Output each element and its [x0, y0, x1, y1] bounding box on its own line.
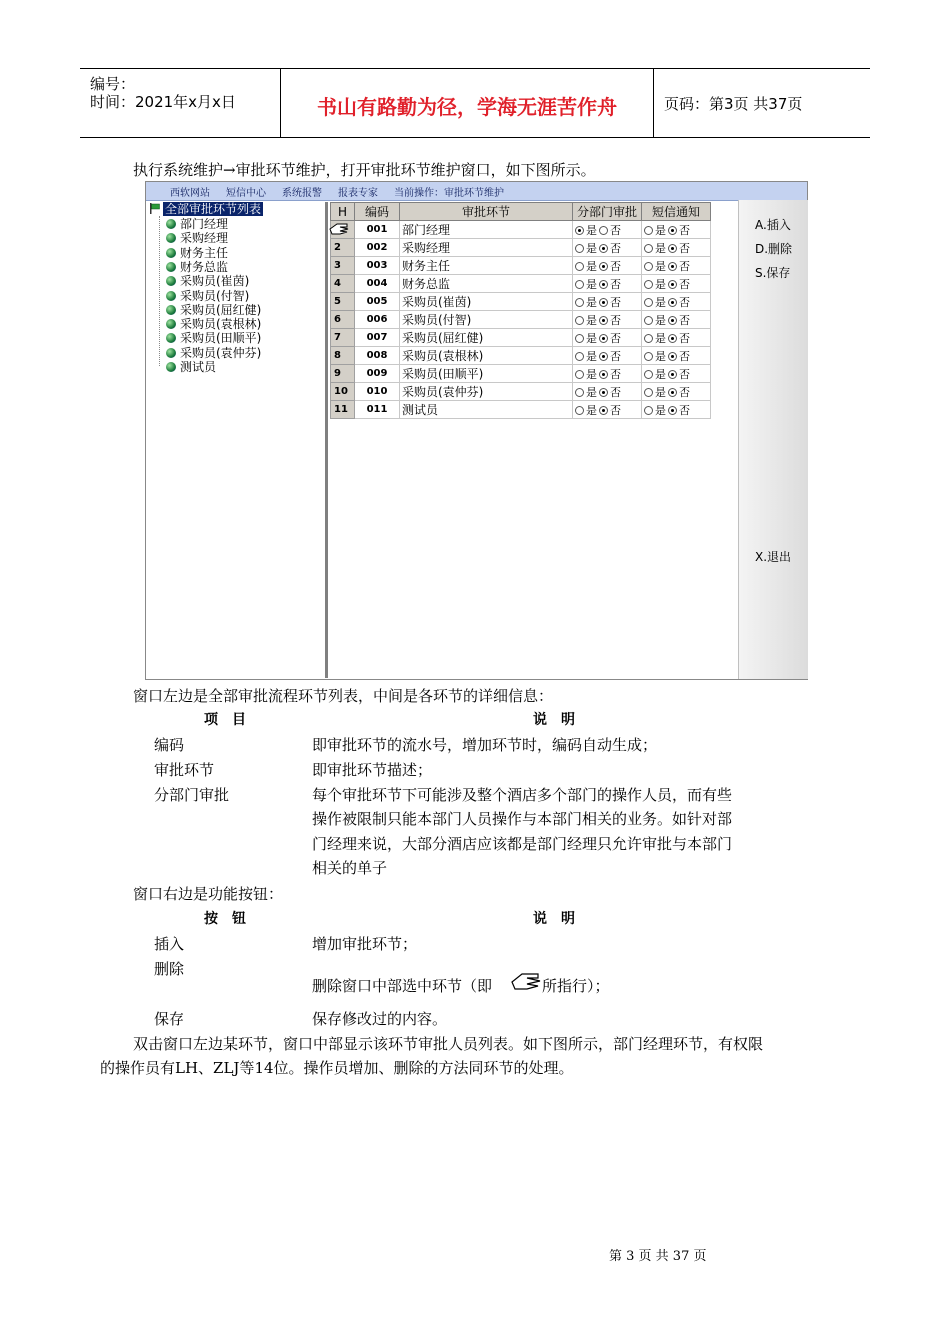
- row-code: 010: [355, 383, 400, 401]
- sms-no-radio[interactable]: [668, 280, 677, 289]
- delete-button[interactable]: D.删除: [755, 242, 793, 256]
- tree-item-label: 采购员(付智): [180, 288, 250, 303]
- sms-notify-cell: [642, 383, 711, 401]
- dept-yes-radio[interactable]: [575, 226, 584, 235]
- header-motto-cell: [281, 69, 654, 137]
- no-label: 否: [610, 259, 621, 273]
- sms-notify-cell: [642, 239, 711, 257]
- sms-yes-radio[interactable]: [644, 280, 653, 289]
- yes-label: 是: [586, 367, 597, 381]
- tree-item-label: 采购员(袁根林): [180, 317, 262, 332]
- row-code: 004: [355, 275, 400, 293]
- col-code: 编码: [355, 203, 400, 221]
- globe-icon: [166, 276, 176, 286]
- row-code: 005: [355, 293, 400, 311]
- tree-item-label: 财务总监: [180, 259, 229, 274]
- dept-yes-radio[interactable]: [575, 352, 584, 361]
- tree-root-label: 全部审批环节列表: [165, 202, 262, 216]
- yes-label: 是: [655, 313, 666, 327]
- row-number: 11: [331, 401, 355, 419]
- row-number: 9: [331, 365, 355, 383]
- hand-pointer-icon: [510, 970, 542, 992]
- desc-dept-3: 门经理来说，大部分酒店应该都是部门经理只允许审批与本部门: [312, 835, 733, 853]
- sms-no-radio[interactable]: [668, 226, 677, 235]
- flag-icon: [150, 203, 160, 214]
- dept-yes-radio[interactable]: [575, 334, 584, 343]
- yes-label: 是: [655, 385, 666, 399]
- sms-notify-cell: [642, 257, 711, 275]
- closing-line-1: 双击窗口左边某环节，窗口中部显示该环节审批人员列表。如下图所示，部门经理环节，有权限: [133, 1035, 764, 1053]
- btn-insert-desc: 增加审批环节；: [312, 935, 418, 953]
- item-step: 审批环节: [154, 761, 215, 779]
- table-row[interactable]: [331, 221, 711, 239]
- btn-save-label: 保存: [154, 1010, 185, 1028]
- yes-label: 是: [655, 241, 666, 255]
- dept-yes-radio[interactable]: [575, 388, 584, 397]
- row-code: 011: [355, 401, 400, 419]
- sms-yes-radio[interactable]: [644, 298, 653, 307]
- yes-label: 是: [586, 331, 597, 345]
- yes-label: 是: [586, 277, 597, 291]
- desc-dept-1: 每个审批环节下可能涉及整个酒店多个部门的操作人员，而有些: [312, 786, 733, 804]
- row-step-name[interactable]: 采购经理: [400, 239, 573, 257]
- row-code: 003: [355, 257, 400, 275]
- btn-save-desc: 保存修改过的内容。: [312, 1010, 448, 1028]
- yes-label: 是: [655, 277, 666, 291]
- table-row[interactable]: [331, 311, 711, 329]
- yes-label: 是: [586, 403, 597, 417]
- dept-approval-cell: [573, 239, 642, 257]
- row-number: 10: [331, 383, 355, 401]
- row-step-name[interactable]: 财务总监: [400, 275, 573, 293]
- btn-insert-label: 插入: [154, 935, 185, 953]
- sms-notify-cell: [642, 311, 711, 329]
- yes-label: 是: [586, 223, 597, 237]
- section2-col-desc: 说 明: [533, 911, 575, 927]
- yes-label: 是: [655, 367, 666, 381]
- yes-label: 是: [586, 259, 597, 273]
- globe-icon: [166, 319, 176, 329]
- no-label: 否: [610, 385, 621, 399]
- section1-lead: 窗口左边是全部审批流程环节列表，中间是各环节的详细信息：: [133, 687, 554, 705]
- row-code: 008: [355, 347, 400, 365]
- dept-no-radio[interactable]: [599, 334, 608, 343]
- yes-label: 是: [655, 295, 666, 309]
- desc-dept-2: 操作被限制只能本部门人员操作与本部门相关的业务。如针对部: [312, 810, 733, 828]
- sms-no-radio[interactable]: [668, 334, 677, 343]
- table-row[interactable]: [331, 239, 711, 257]
- globe-icon: [166, 348, 176, 358]
- table-row[interactable]: [331, 347, 711, 365]
- approval-grid: [327, 202, 738, 678]
- section1-col-item: 项 目: [204, 712, 246, 728]
- sms-no-radio[interactable]: [668, 406, 677, 415]
- dept-yes-radio[interactable]: [575, 244, 584, 253]
- row-number: 4: [331, 275, 355, 293]
- globe-icon: [166, 233, 176, 243]
- no-label: 否: [679, 403, 690, 417]
- menu-item-report[interactable]: 报表专家: [338, 188, 378, 199]
- tree-item-label: 采购员(袁仲芬): [180, 345, 262, 360]
- no-label: 否: [610, 367, 621, 381]
- exit-button[interactable]: X.退出: [755, 550, 792, 564]
- no-label: 否: [679, 367, 690, 381]
- tree-item-label: 采购员(田顺平): [180, 331, 262, 346]
- dept-approval-cell: [573, 311, 642, 329]
- row-code: 009: [355, 365, 400, 383]
- row-step-name[interactable]: 财务主任: [400, 257, 573, 275]
- dept-no-radio[interactable]: [599, 370, 608, 379]
- sms-no-radio[interactable]: [668, 370, 677, 379]
- page-number: 页码：第3页 共37页: [664, 95, 803, 113]
- dept-no-radio[interactable]: [599, 388, 608, 397]
- dept-no-radio[interactable]: [599, 262, 608, 271]
- table-row[interactable]: [331, 293, 711, 311]
- dept-approval-cell: [573, 221, 642, 239]
- dept-no-radio[interactable]: [599, 316, 608, 325]
- page-header: [80, 68, 870, 138]
- dept-approval-cell: [573, 257, 642, 275]
- dept-no-radio[interactable]: [599, 280, 608, 289]
- sms-notify-cell: [642, 221, 711, 239]
- row-step-name[interactable]: 采购员(崔茵): [400, 293, 573, 311]
- yes-label: 是: [655, 331, 666, 345]
- no-label: 否: [679, 223, 690, 237]
- globe-icon: [166, 219, 176, 229]
- row-code: 002: [355, 239, 400, 257]
- no-label: 否: [679, 259, 690, 273]
- row-step-name[interactable]: 采购员(袁仲芬): [400, 383, 573, 401]
- row-code: 006: [355, 311, 400, 329]
- no-label: 否: [679, 277, 690, 291]
- yes-label: 是: [586, 295, 597, 309]
- sms-yes-radio[interactable]: [644, 334, 653, 343]
- dept-approval-cell: [573, 365, 642, 383]
- col-sms: 短信通知: [642, 203, 711, 221]
- desc-step: 即审批环节描述；: [312, 761, 433, 779]
- tree-item-label: 采购员(屈红健): [180, 302, 262, 317]
- yes-label: 是: [655, 259, 666, 273]
- tree-item-label: 测试员: [180, 360, 217, 374]
- btn-delete-desc-b: 所指行）；: [542, 977, 610, 995]
- doc-date: 时间：2021年x月x日: [90, 93, 236, 111]
- yes-label: 是: [655, 349, 666, 363]
- section1-col-desc: 说 明: [533, 712, 575, 728]
- globe-icon: [166, 291, 176, 301]
- header-page-cell: [654, 69, 870, 137]
- dept-yes-radio[interactable]: [575, 406, 584, 415]
- button-panel: [738, 200, 808, 679]
- no-label: 否: [610, 241, 621, 255]
- table-row[interactable]: [331, 383, 711, 401]
- dept-approval-cell: [573, 275, 642, 293]
- desc-code: 即审批环节的流水号，增加环节时，编码自动生成；: [312, 736, 658, 754]
- row-number: 8: [331, 347, 355, 365]
- col-h: H: [331, 203, 355, 221]
- yes-label: 是: [655, 223, 666, 237]
- col-step: 审批环节: [400, 203, 573, 221]
- row-step-name[interactable]: 测试员: [400, 401, 573, 419]
- sms-yes-radio[interactable]: [644, 262, 653, 271]
- sms-yes-radio[interactable]: [644, 406, 653, 415]
- approval-table: [330, 202, 711, 419]
- globe-icon: [166, 248, 176, 258]
- col-dept: 分部门审批: [573, 203, 642, 221]
- row-number: 3: [331, 257, 355, 275]
- no-label: 否: [679, 295, 690, 309]
- tree-line: [159, 216, 161, 366]
- dept-approval-cell: [573, 383, 642, 401]
- sms-notify-cell: [642, 365, 711, 383]
- section2-lead: 窗口右边是功能按钮：: [133, 885, 284, 903]
- section2-col-item: 按 钮: [204, 911, 246, 927]
- sms-yes-radio[interactable]: [644, 316, 653, 325]
- menu-item-alarm[interactable]: 系统报警: [282, 188, 322, 199]
- yes-label: 是: [655, 403, 666, 417]
- dept-no-radio[interactable]: [599, 226, 608, 235]
- yes-label: 是: [586, 349, 597, 363]
- sms-notify-cell: [642, 275, 711, 293]
- sms-no-radio[interactable]: [668, 244, 677, 253]
- no-label: 否: [679, 241, 690, 255]
- menu-bar: [146, 182, 807, 201]
- desc-dept-4: 相关的单子: [312, 859, 388, 877]
- item-dept: 分部门审批: [154, 786, 230, 804]
- current-operation: 当前操作：审批环节维护: [394, 188, 504, 199]
- intro-text: 执行系统维护→审批环节维护，打开审批环节维护窗口，如下图所示。: [133, 161, 596, 179]
- row-code: 001: [355, 221, 400, 239]
- no-label: 否: [610, 313, 621, 327]
- dept-yes-radio[interactable]: [575, 298, 584, 307]
- sms-yes-radio[interactable]: [644, 244, 653, 253]
- approval-window: [145, 181, 808, 680]
- sms-no-radio[interactable]: [668, 316, 677, 325]
- sms-no-radio[interactable]: [668, 298, 677, 307]
- dept-no-radio[interactable]: [599, 298, 608, 307]
- no-label: 否: [679, 349, 690, 363]
- no-label: 否: [679, 385, 690, 399]
- no-label: 否: [610, 403, 621, 417]
- tree-item-label: 采购员(崔茵): [180, 274, 250, 289]
- sms-no-radio[interactable]: [668, 352, 677, 361]
- doc-number: 编号：: [90, 75, 136, 93]
- header-info-cell: [80, 69, 281, 137]
- tree-item-label: 财务主任: [180, 245, 229, 260]
- table-row[interactable]: [331, 257, 711, 275]
- dept-yes-radio[interactable]: [575, 370, 584, 379]
- row-step-name[interactable]: 采购员(袁根林): [400, 347, 573, 365]
- row-step-name[interactable]: 采购员(田顺平): [400, 365, 573, 383]
- no-label: 否: [610, 277, 621, 291]
- sms-yes-radio[interactable]: [644, 226, 653, 235]
- insert-button[interactable]: A.插入: [755, 218, 791, 232]
- no-label: 否: [610, 223, 621, 237]
- row-step-name[interactable]: 采购员(屈红健): [400, 329, 573, 347]
- save-button[interactable]: S.保存: [755, 266, 791, 280]
- page-footer: 第 3 页 共 37 页: [609, 1249, 707, 1264]
- sms-yes-radio[interactable]: [644, 352, 653, 361]
- yes-label: 是: [586, 385, 597, 399]
- no-label: 否: [610, 349, 621, 363]
- yes-label: 是: [586, 241, 597, 255]
- no-label: 否: [679, 313, 690, 327]
- approval-tree: [148, 202, 327, 678]
- sms-notify-cell: [642, 293, 711, 311]
- sms-no-radio[interactable]: [668, 262, 677, 271]
- sms-yes-radio[interactable]: [644, 388, 653, 397]
- globe-icon: [166, 362, 176, 372]
- dept-approval-cell: [573, 329, 642, 347]
- sms-notify-cell: [642, 329, 711, 347]
- no-label: 否: [610, 331, 621, 345]
- dept-no-radio[interactable]: [599, 244, 608, 253]
- menu-item-website[interactable]: 西软网站: [170, 188, 210, 199]
- dept-yes-radio[interactable]: [575, 280, 584, 289]
- globe-icon: [166, 305, 176, 315]
- row-pointer-icon: [329, 222, 349, 236]
- closing-line-2: 的操作员有LH、ZLJ等14位。操作员增加、删除的方法同环节的处理。: [100, 1059, 574, 1077]
- item-code: 编码: [154, 736, 185, 754]
- row-number: 7: [331, 329, 355, 347]
- sms-no-radio[interactable]: [668, 388, 677, 397]
- yes-label: 是: [586, 313, 597, 327]
- menu-item-sms[interactable]: 短信中心: [226, 188, 266, 199]
- btn-delete-label: 删除: [154, 960, 185, 978]
- no-label: 否: [610, 295, 621, 309]
- row-step-name[interactable]: 部门经理: [400, 221, 573, 239]
- row-step-name[interactable]: 采购员(付智): [400, 311, 573, 329]
- tree-item-label: 部门经理: [180, 217, 229, 231]
- globe-icon: [166, 333, 176, 343]
- no-label: 否: [679, 331, 690, 345]
- dept-no-radio[interactable]: [599, 352, 608, 361]
- table-row[interactable]: [331, 329, 711, 347]
- row-number: 6: [331, 311, 355, 329]
- table-row[interactable]: [331, 401, 711, 419]
- dept-approval-cell: [573, 401, 642, 419]
- table-row[interactable]: [331, 275, 711, 293]
- dept-approval-cell: [573, 347, 642, 365]
- row-code: 007: [355, 329, 400, 347]
- dept-yes-radio[interactable]: [575, 316, 584, 325]
- dept-no-radio[interactable]: [599, 406, 608, 415]
- sms-notify-cell: [642, 401, 711, 419]
- globe-icon: [166, 262, 176, 272]
- sms-notify-cell: [642, 347, 711, 365]
- btn-delete-desc-a: 删除窗口中部选中环节（即: [312, 977, 493, 995]
- row-number: 5: [331, 293, 355, 311]
- tree-item-label: 采购经理: [180, 231, 229, 246]
- row-number: 2: [331, 239, 355, 257]
- dept-yes-radio[interactable]: [575, 262, 584, 271]
- motto: 书山有路勤为径，学海无涯苦作舟: [317, 95, 617, 119]
- table-row[interactable]: [331, 365, 711, 383]
- dept-approval-cell: [573, 293, 642, 311]
- sms-yes-radio[interactable]: [644, 370, 653, 379]
